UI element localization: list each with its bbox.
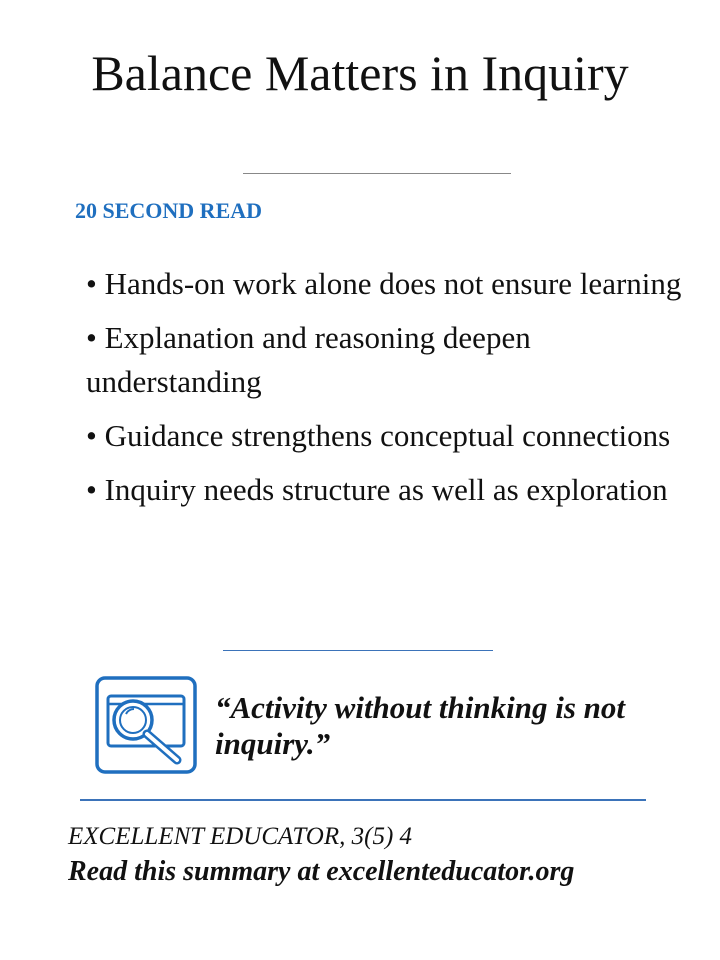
pull-quote: “Activity without thinking is not inquiry.” — [215, 690, 625, 761]
citation: EXCELLENT EDUCATOR, 3(5) 4 — [68, 823, 413, 850]
list-item: • Hands-on work alone does not ensure learning — [86, 266, 682, 301]
magnifier-screen-icon — [95, 676, 197, 774]
footer-divider — [80, 799, 646, 801]
list-item: • Guidance strengthens conceptual connections — [86, 418, 671, 453]
bullets-divider — [223, 650, 493, 651]
key-points-list — [86, 262, 686, 522]
list-item: • Explanation and reasoning deepen understanding — [86, 320, 531, 399]
list-item: • Inquiry needs structure as well as exploration — [86, 472, 668, 507]
read-time-label: 20 SECOND READ — [75, 198, 263, 223]
page-title: Balance Matters in Inquiry — [91, 45, 629, 101]
title-divider — [243, 173, 511, 174]
read-more-text: Read this summary at excellenteducator.org — [68, 856, 575, 887]
